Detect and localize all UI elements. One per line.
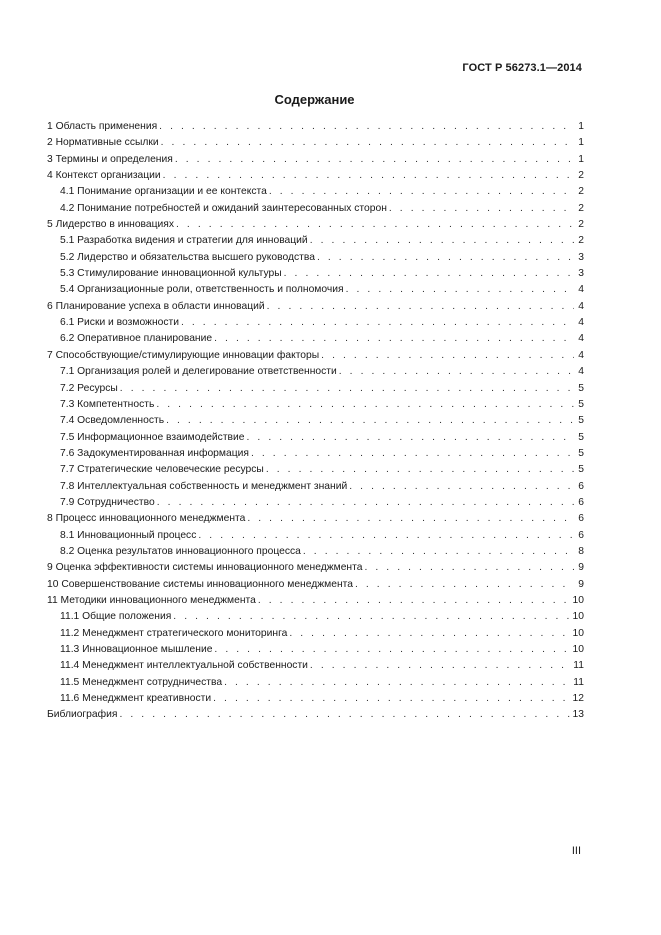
toc-entry-page: 11 xyxy=(573,660,584,672)
toc-entry-label: 4.1 Понимание организации и ее контекста xyxy=(60,186,267,198)
toc-entry-label: 9 Оценка эффективности системы инновационного менеджмента xyxy=(47,562,363,574)
toc-entry-page: 4 xyxy=(578,366,584,378)
toc-entry-label: 11.6 Менеджмент креативности xyxy=(60,693,212,705)
toc-entry-page: 10 xyxy=(572,627,584,639)
toc-dot-leader xyxy=(163,168,574,184)
toc-dot-leader xyxy=(284,266,574,282)
toc-entry[interactable] xyxy=(47,282,584,298)
toc-entry[interactable] xyxy=(47,266,584,282)
toc-dot-leader xyxy=(289,626,570,642)
toc-dot-leader xyxy=(310,233,574,249)
toc-entry-label: 8.2 Оценка результатов инновационного процесса xyxy=(60,545,301,557)
toc-entry[interactable] xyxy=(47,119,584,135)
toc-entry-label: 6.2 Оперативное планирование xyxy=(60,333,213,345)
toc-dot-leader xyxy=(339,364,574,380)
toc-dot-leader xyxy=(159,119,574,135)
toc-dot-leader xyxy=(269,184,574,200)
toc-entry-page: 4 xyxy=(578,284,584,296)
toc-dot-leader xyxy=(317,250,574,266)
toc-entry[interactable] xyxy=(47,707,584,723)
toc-entry[interactable] xyxy=(47,168,584,184)
toc-entry-label: 8 Процесс инновационного менеджмента xyxy=(47,513,246,525)
toc-entry-label: 7.6 Задокументированная информация xyxy=(60,447,249,459)
toc-entry-label: 11.1 Общие положения xyxy=(60,611,172,623)
toc-entry[interactable] xyxy=(47,626,584,642)
table-of-contents xyxy=(47,119,584,724)
toc-entry-page: 5 xyxy=(578,447,584,459)
toc-entry-label: Библиография xyxy=(47,709,118,721)
toc-entry-page: 5 xyxy=(578,415,584,427)
toc-entry[interactable] xyxy=(47,135,584,151)
toc-entry-label: 11 Методики инновационного менеджмента xyxy=(47,594,256,606)
toc-entry-page: 11 xyxy=(573,676,584,688)
toc-entry[interactable] xyxy=(47,152,584,168)
toc-entry[interactable] xyxy=(47,577,584,593)
toc-entry[interactable] xyxy=(47,495,584,511)
toc-entry-page: 8 xyxy=(578,545,584,557)
toc-entry-page: 2 xyxy=(578,219,584,231)
toc-entry-page: 5 xyxy=(578,464,584,476)
toc-entry[interactable] xyxy=(47,675,584,691)
toc-entry-label: 5.1 Разработка видения и стратегии для инноваций xyxy=(60,235,308,247)
toc-entry-page: 5 xyxy=(578,382,584,394)
toc-entry[interactable] xyxy=(47,201,584,217)
toc-entry-label: 11.5 Менеджмент сотрудничества xyxy=(60,676,223,688)
toc-entry-page: 5 xyxy=(578,398,584,410)
toc-entry-page: 6 xyxy=(578,480,584,492)
toc-entry[interactable] xyxy=(47,544,584,560)
toc-entry-page: 4 xyxy=(578,317,584,329)
toc-entry[interactable] xyxy=(47,642,584,658)
toc-entry-page: 6 xyxy=(578,496,584,508)
toc-entry-page: 9 xyxy=(578,562,584,574)
toc-dot-leader xyxy=(303,544,574,560)
toc-entry-page: 2 xyxy=(578,170,584,182)
toc-dot-leader xyxy=(119,707,570,723)
toc-entry-page: 2 xyxy=(578,202,584,214)
toc-entry[interactable] xyxy=(47,560,584,576)
toc-entry[interactable] xyxy=(47,528,584,544)
toc-entry[interactable] xyxy=(47,658,584,674)
toc-entry-page: 6 xyxy=(578,529,584,541)
toc-entry-label: 4 Контекст организации xyxy=(47,170,161,182)
toc-entry-label: 7 Способствующие/стимулирующие инновации факторы xyxy=(47,349,320,361)
toc-entry[interactable] xyxy=(47,331,584,347)
toc-dot-leader xyxy=(175,152,574,168)
toc-entry-label: 11.3 Инновационное мышление xyxy=(60,644,213,655)
toc-entry-page: 3 xyxy=(578,268,584,280)
toc-dot-leader xyxy=(251,446,574,462)
toc-entry[interactable] xyxy=(47,315,584,331)
toc-dot-leader xyxy=(266,462,574,478)
toc-entry[interactable] xyxy=(47,250,584,266)
toc-entry-label: 6.1 Риски и возможности xyxy=(60,317,179,329)
toc-entry-page: 1 xyxy=(578,153,584,165)
toc-entry[interactable] xyxy=(47,184,584,200)
toc-dot-leader xyxy=(198,528,574,544)
toc-entry[interactable] xyxy=(47,233,584,249)
toc-entry[interactable] xyxy=(47,593,584,609)
toc-entry-page: 5 xyxy=(578,431,584,443)
toc-entry[interactable] xyxy=(47,479,584,495)
toc-dot-leader xyxy=(310,658,571,674)
toc-entry-page: 1 xyxy=(578,121,584,132)
document-code: ГОСТ Р 56273.1—2014 xyxy=(462,62,582,74)
toc-dot-leader xyxy=(166,413,574,429)
toc-entry-page: 12 xyxy=(572,693,584,705)
toc-entry-page: 1 xyxy=(578,137,584,149)
toc-dot-leader xyxy=(120,381,574,397)
toc-entry[interactable] xyxy=(47,413,584,429)
toc-dot-leader xyxy=(214,331,574,347)
toc-entry-label: 7.9 Сотрудничество xyxy=(60,496,155,508)
toc-dot-leader xyxy=(157,495,574,511)
toc-entry-page: 10 xyxy=(572,644,584,655)
toc-entry-label: 2 Нормативные ссылки xyxy=(47,137,159,149)
toc-dot-leader xyxy=(258,593,571,609)
toc-dot-leader xyxy=(214,642,570,658)
page-number: III xyxy=(571,845,581,857)
toc-entry[interactable] xyxy=(47,462,584,478)
toc-dot-leader xyxy=(355,577,574,593)
toc-entry-label: 7.1 Организация ролей и делегирование ответственности xyxy=(60,366,337,378)
toc-entry-label: 7.8 Интеллектуальная собственность и менеджмент знаний xyxy=(60,480,348,492)
toc-dot-leader xyxy=(267,299,574,315)
toc-entry-label: 5.3 Стимулирование инновационной культуры xyxy=(60,268,282,280)
toc-entry-page: 6 xyxy=(578,513,584,525)
toc-entry-page: 2 xyxy=(578,235,584,247)
toc-entry-label: 5.2 Лидерство и обязательства высшего руководства xyxy=(60,251,315,263)
toc-entry[interactable] xyxy=(47,609,584,625)
toc-entry[interactable] xyxy=(47,217,584,233)
toc-entry-page: 3 xyxy=(578,251,584,263)
toc-dot-leader xyxy=(364,560,574,576)
toc-entry-label: 7.5 Информационное взаимодействие xyxy=(60,431,245,443)
toc-dot-leader xyxy=(247,511,574,527)
toc-entry-page: 10 xyxy=(572,594,584,606)
toc-entry-page: 4 xyxy=(578,300,584,312)
toc-entry[interactable] xyxy=(47,364,584,380)
toc-entry[interactable] xyxy=(47,397,584,413)
toc-entry[interactable] xyxy=(47,381,584,397)
toc-entry-label: 3 Термины и определения xyxy=(47,153,173,165)
toc-dot-leader xyxy=(389,201,574,217)
toc-dot-leader xyxy=(213,691,570,707)
toc-dot-leader xyxy=(346,282,574,298)
toc-entry[interactable] xyxy=(47,299,584,315)
toc-entry[interactable] xyxy=(47,446,584,462)
toc-dot-leader xyxy=(224,675,571,691)
toc-dot-leader xyxy=(173,609,570,625)
toc-entry-label: 10 Совершенствование системы инновационного менеджмента xyxy=(47,578,353,590)
toc-entry[interactable] xyxy=(47,430,584,446)
toc-entry[interactable] xyxy=(47,511,584,527)
toc-entry-label: 11.2 Менеджмент стратегического мониторинга xyxy=(60,627,288,639)
toc-entry[interactable] xyxy=(47,348,584,364)
toc-dot-leader xyxy=(349,479,574,495)
toc-entry-label: 4.2 Понимание потребностей и ожиданий заинтересованных сторон xyxy=(60,202,387,214)
toc-entry-page: 4 xyxy=(578,333,584,345)
toc-dot-leader xyxy=(247,430,575,446)
toc-dot-leader xyxy=(181,315,574,331)
toc-entry-label: 7.3 Компетентность xyxy=(60,398,155,410)
toc-entry-label: 5 Лидерство в инновациях xyxy=(47,219,175,231)
toc-entry-label: 1 Область применения xyxy=(47,121,158,132)
toc-entry-page: 4 xyxy=(578,349,584,361)
toc-title: Содержание xyxy=(274,92,355,107)
toc-entry-label: 6 Планирование успеха в области инноваций xyxy=(47,300,265,312)
toc-entry-label: 8.1 Инновационный процесс xyxy=(60,529,197,541)
toc-entry-page: 10 xyxy=(572,611,584,623)
toc-entry-label: 7.2 Ресурсы xyxy=(60,382,118,394)
toc-dot-leader xyxy=(176,217,574,233)
toc-entry-label: 7.7 Стратегические человеческие ресурсы xyxy=(60,464,264,476)
toc-dot-leader xyxy=(156,397,574,413)
toc-entry-label: 7.4 Осведомленность xyxy=(60,415,165,427)
toc-entry[interactable] xyxy=(47,691,584,707)
toc-entry-page: 13 xyxy=(572,709,584,721)
toc-entry-page: 9 xyxy=(578,578,584,590)
toc-entry-label: 11.4 Менеджмент интеллектуальной собственности xyxy=(60,660,308,672)
toc-entry-label: 5.4 Организационные роли, ответственность и полномочия xyxy=(60,284,344,296)
toc-dot-leader xyxy=(321,348,574,364)
toc-dot-leader xyxy=(161,135,574,151)
toc-entry-page: 2 xyxy=(578,186,584,198)
